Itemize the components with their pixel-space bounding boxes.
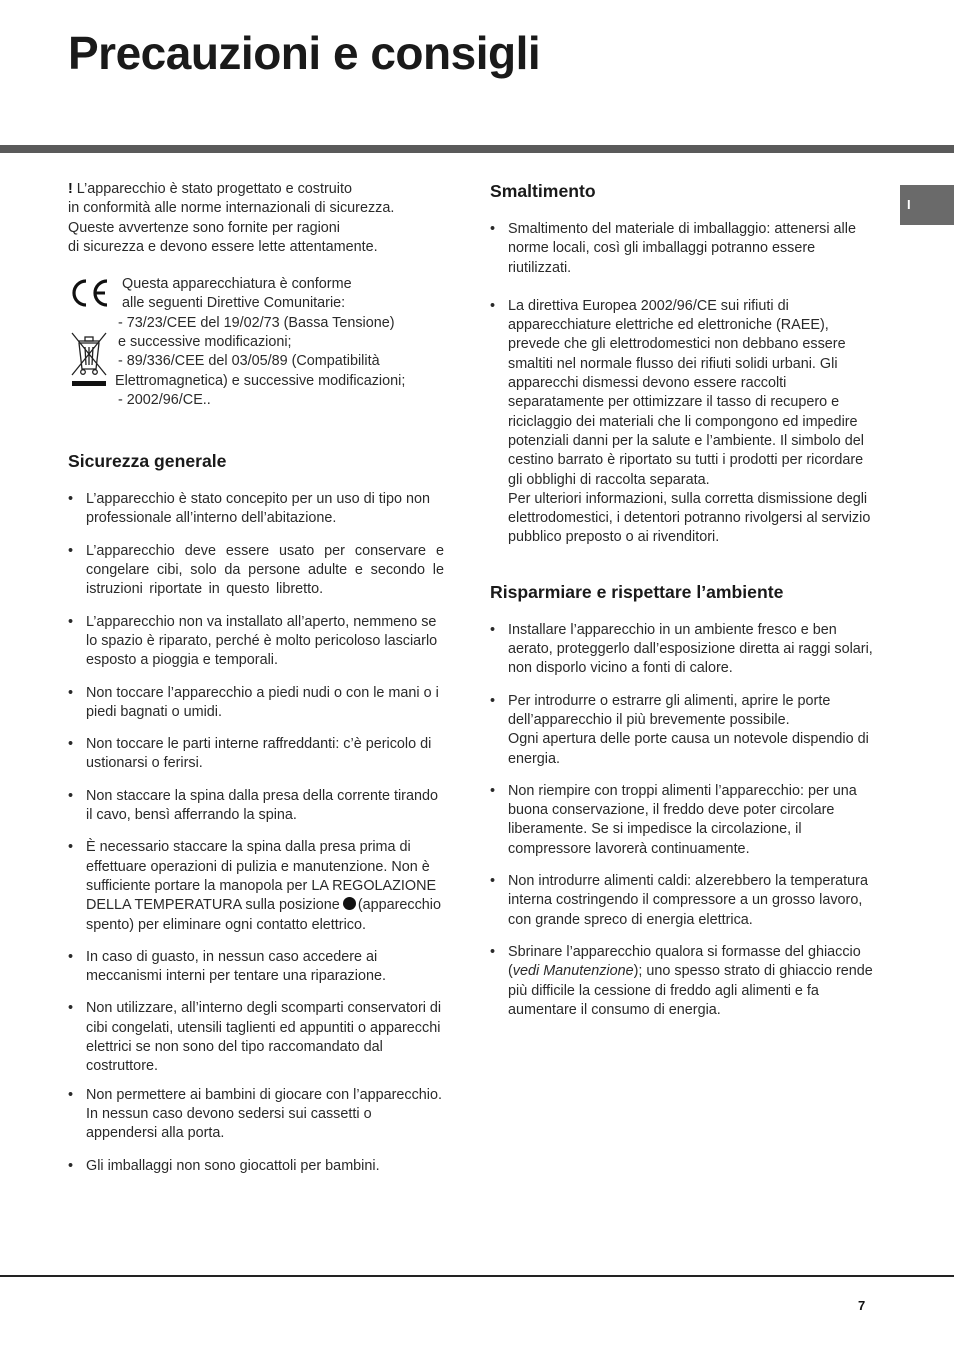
- list-item: [68, 838, 444, 934]
- list-item-text-part: ); uno spesso strato di ghiaccio rende più difficile la cessione di freddo agli alimenti e fa aumentare il consumo di energia.: [508, 963, 873, 1018]
- list-item-text: Non utilizzare, all’interno degli scomparti conservatori di cibi congelati, utensili taglienti ed appuntiti o apparecchi elettrici se non sono del tipo raccomandato dal costruttore.: [86, 1000, 442, 1075]
- intro-warning: [68, 180, 444, 257]
- list-item-text: L’apparecchio non va installato all’aperto, nemmeno se lo spazio è riparato, perché è molto pericoloso lasciarlo esposto a pioggia e temporali.: [86, 613, 438, 669]
- crossed-bin-icon: [70, 331, 108, 387]
- list-item-text-part: (apparecchio spento) per eliminare ogni contatto elettrico.: [86, 897, 442, 933]
- bullet: •: [68, 839, 74, 856]
- list-item: [490, 297, 874, 548]
- bullet: •: [68, 542, 74, 559]
- intro-line: L’apparecchio è stato progettato e costruito: [72, 181, 352, 197]
- left-column: [68, 180, 444, 1189]
- smaltimento-list: [490, 220, 874, 548]
- bullet: •: [490, 943, 496, 960]
- section-heading-smaltimento: Smaltimento: [490, 181, 596, 201]
- list-item-text: Non toccare le parti interne raffreddanti: c’è pericolo di ustionarsi o ferirsi.: [86, 736, 432, 772]
- page-title: Precauzioni e consigli: [68, 27, 541, 79]
- cert-line: - 2002/96/CE..: [118, 391, 211, 408]
- ce-mark-icon: [68, 277, 110, 309]
- bullet: •: [68, 491, 74, 508]
- bullet: •: [490, 297, 496, 314]
- list-item-text: Installare l’apparecchio in un ambiente fresco e ben aerato, proteggerlo dall’esposizione diretta ai raggi solari, non disporlo vicino a fonti di calore.: [508, 621, 873, 677]
- certification-block: [68, 275, 444, 415]
- bullet: •: [68, 948, 74, 965]
- list-item: [68, 684, 444, 723]
- top-divider: [0, 145, 954, 153]
- bullet: •: [68, 787, 74, 804]
- section-heading-risparmio: Risparmiare e rispettare l’ambiente: [490, 581, 784, 602]
- list-item: [68, 735, 444, 774]
- bullet: •: [490, 692, 496, 709]
- list-item: [68, 787, 444, 826]
- certification-text: [115, 275, 448, 410]
- cert-line: Questa apparecchiatura è conforme: [122, 276, 352, 293]
- intro-line: in conformità alle norme internazionali di sicurezza.: [68, 200, 395, 217]
- list-item-text: L’apparecchio è stato concepito per un uso di tipo non professionale all’interno dell’abitazione.: [86, 491, 431, 527]
- list-item-text: In caso di guasto, in nessun caso accedere ai meccanismi interni per tentare una riparazione.: [86, 948, 386, 985]
- bullet: •: [68, 1157, 74, 1174]
- list-item: [490, 782, 874, 859]
- list-item-text: Non introdurre alimenti caldi: alzerebbero la temperatura interna costringendo il compressore a un grosso lavoro, con grande spreco di energia elettrica.: [508, 873, 868, 928]
- list-item-text: Non staccare la spina dalla presa della corrente tirando il cavo, bensì afferrando la spina.: [86, 787, 438, 824]
- list-item-text: La direttiva Europea 2002/96/CE sui rifiuti di apparecchiature elettriche ed elettroniche (RAEE), prevede che gli elettrodomestici non debbano essere smaltiti nel normale flusso dei rifiuti solidi urbani. Gli apparecchi dismessi devono essere raccolti separatamente per ottimizzare il tasso di recupero e riciclaggio dei materiali che li compongono ed impedire potenziali danni per la salute e l’ambiente. Il simbolo del cestino barrato è riportato su tutti i prodotti per ricordare gli obblighi di raccolta separata.: [508, 297, 864, 488]
- bullet: •: [490, 221, 496, 237]
- intro-line: di sicurezza e devono essere lette attentamente.: [68, 238, 378, 255]
- intro-line: Queste avvertenze sono fornite per ragioni: [68, 219, 340, 236]
- list-item-text: Gli imballaggi non sono giocattoli per bambini.: [86, 1157, 380, 1174]
- list-item-text: Non permettere ai bambini di giocare con l’apparecchio. In nessun caso devono sedersi sui cassetti o appendersi alla porta.: [86, 1086, 442, 1142]
- list-item-text: Per ulteriori informazioni, sulla corretta dismissione degli elettrodomestici, i detentori potranno rivolgersi al servizio pubblico preposto o ai rivenditori.: [508, 490, 871, 546]
- bullet: •: [490, 873, 496, 890]
- list-item: [68, 999, 444, 1076]
- list-item-text-part: Sbrinare l’apparecchio qualora si formasse del ghiaccio (: [508, 943, 861, 980]
- cert-line: e successive modificazioni;: [118, 334, 292, 351]
- cert-line: alle seguenti Direttive Comunitarie:: [122, 295, 346, 312]
- bullet: •: [68, 1086, 74, 1103]
- cert-line: - 89/336/CEE del 03/05/89 (Compatibilità: [118, 353, 380, 370]
- list-item: [68, 948, 444, 987]
- bullet: •: [68, 613, 74, 630]
- list-item: [490, 692, 874, 769]
- list-item-text: L’apparecchio deve essere usato per conservare e congelare cibi, solo da persone adulte e secondo le istruzioni riportate in questo libretto.: [86, 542, 444, 598]
- list-item: [68, 490, 444, 529]
- language-tab: I: [900, 185, 954, 225]
- bullet: •: [490, 621, 496, 638]
- bullet: •: [68, 1000, 74, 1017]
- bottom-divider: [0, 1275, 954, 1277]
- list-item-text: Smaltimento del materiale di imballaggio: attenersi alle norme locali, così gli imballaggi potranno essere riutilizzati.: [508, 221, 856, 276]
- list-item-text: Ogni apertura delle porte causa un notevole dispendio di energia.: [508, 731, 869, 767]
- list-item: [68, 1086, 444, 1144]
- warning-mark: !: [68, 181, 73, 197]
- right-column: [490, 180, 874, 1033]
- list-item-text: [86, 838, 444, 934]
- list-item: [68, 1157, 444, 1176]
- section-heading-sicurezza: Sicurezza generale: [68, 451, 227, 472]
- page-number: 7: [858, 1298, 866, 1313]
- list-item-text: Per introdurre o estrarre gli alimenti, aprire le porte dell’apparecchio il più brevemente possibile.: [508, 692, 831, 728]
- list-item: [490, 943, 874, 1020]
- list-item-text: Non toccare l’apparecchio a piedi nudi o con le mani o i piedi bagnati o umidi.: [86, 684, 439, 720]
- cert-line: Elettromagnetica) e successive modificazioni;: [115, 372, 406, 389]
- risparmio-list: [490, 621, 874, 1020]
- list-item: [490, 220, 874, 278]
- list-item-text: [508, 943, 874, 1020]
- off-position-dot-icon: [343, 897, 356, 910]
- list-item: [68, 613, 444, 671]
- bullet: •: [490, 782, 496, 799]
- bullet: •: [68, 736, 74, 753]
- list-item: [68, 542, 444, 600]
- cert-line: - 73/23/CEE del 19/02/73 (Bassa Tensione): [118, 314, 395, 331]
- list-item: [490, 621, 874, 679]
- bullet: •: [68, 684, 74, 701]
- list-item: [490, 872, 874, 930]
- manual-reference: vedi Manutenzione: [512, 963, 634, 980]
- sicurezza-list: [68, 490, 444, 1176]
- list-item-text: Non riempire con troppi alimenti l’apparecchio: per una buona conservazione, il freddo deve poter circolare liberamente. Se si impedisce la circolazione, il compressore lavorerà continuamente.: [508, 782, 857, 857]
- list-item-text-part: È necessario staccare la spina dalla presa prima di effettuare operazioni di pulizia e manutenzione. Non è sufficiente portare la manopola per LA REGOLAZIONE DELLA TEMPERATURA sulla posizione: [86, 839, 437, 914]
